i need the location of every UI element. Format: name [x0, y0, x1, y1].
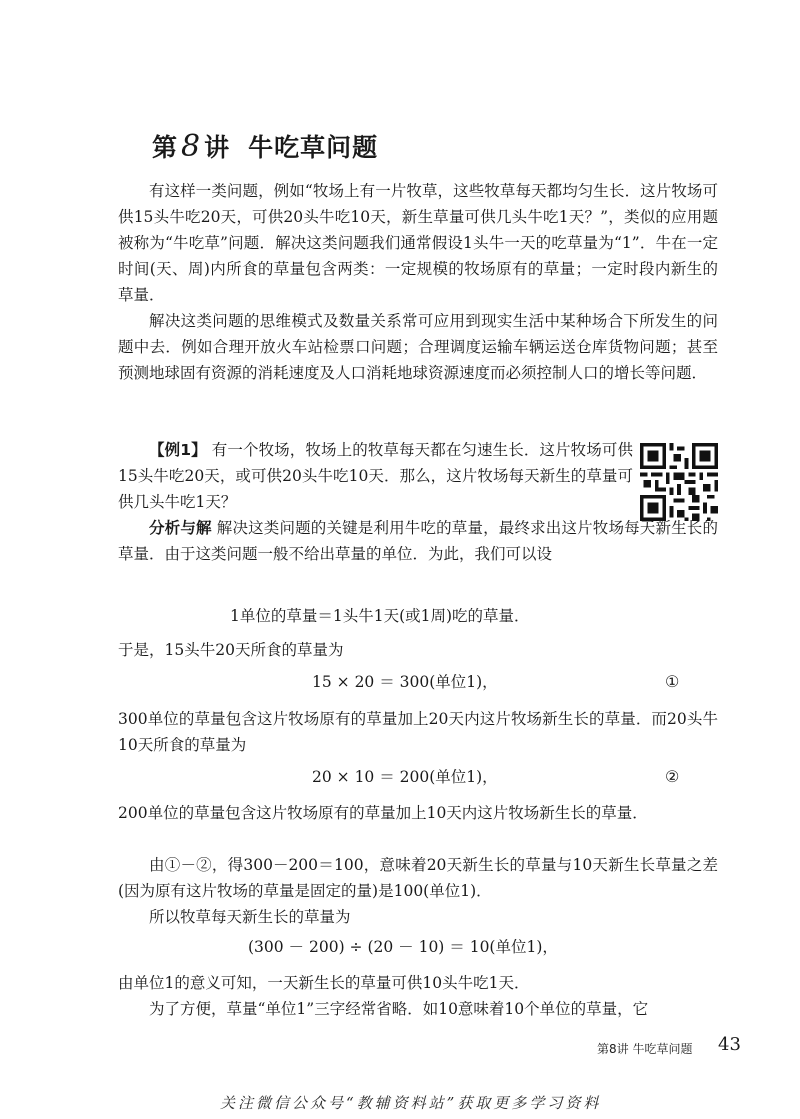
analysis-text-5: 由①－②，得300－200＝100，意味着20天新生长的草量与10天新生长草量之差(因为原有这片牧场的草量是固定的量)是100(单位1)． [118, 856, 718, 900]
definition-line: 1单位的草量＝1头牛1天(或1周)吃的草量． [230, 607, 530, 625]
intro-paragraph-1: 有这样一类问题，例如“牧场上有一片牧草，这些牧草每天都均匀生长．这片牧场可供15头牛吃20天，可供20头牛吃10天，新生草量可供几头牛吃1天？”，类似的应用题被称为“牛吃草”问题．解决这类问题我们通常假设1头牛一天的吃草量为“1”．牛在一定时间(天、周)内所食的草量包含两类：一定规模的牧场原有的草量；一定时段内新生的草量． [118, 182, 718, 304]
analysis-line-2: 于是，15头牛20天所食的草量为 [118, 641, 344, 659]
watermark-text: 关注微信公众号“教辅资料站”获取更多学习资料 [220, 1094, 602, 1112]
equation-2-number: ② [665, 767, 680, 786]
lecture-number: 8 [181, 129, 202, 164]
equation-1: 15 × 20 ＝ 300(单位1)， [312, 673, 498, 691]
example-label: 【例1】 [149, 441, 207, 459]
equation-1-number: ① [665, 672, 680, 691]
example-paragraph [118, 437, 633, 515]
analysis-text-1: 解决这类问题的关键是利用牛吃的草量，最终求出这片牧场每天新生长的草量．由于这类问题一般不给出草量的单位．为此，我们可以设 [118, 519, 718, 563]
equation-3: (300 － 200) ÷ (20 － 10) ＝ 10(单位1)， [248, 938, 558, 956]
equation-2: 20 × 10 ＝ 200(单位1)， [312, 768, 498, 786]
lecture-prefix: 第 [152, 133, 179, 162]
lecture-title [152, 128, 378, 164]
analysis-text-7: 由单位1的意义可知，一天新生长的草量可供10头牛吃1天． [118, 974, 530, 992]
qr-code-image [640, 443, 718, 521]
analysis-text-6: 所以牧草每天新生长的草量为 [149, 908, 351, 926]
example-question: 有一个牧场，牧场上的牧草每天都在匀速生长．这片牧场可供15头牛吃20天，或可供20头牛吃10天．那么，这片牧场每天新生的草量可供几头牛吃1天？ [118, 441, 633, 511]
analysis-text-3: 300单位的草量包含这片牧场原有的草量加上20天内这片牧场新生长的草量．而20头牛10天所食的草量为 [118, 710, 718, 754]
analysis-text-4: 200单位的草量包含这片牧场原有的草量加上10天内这片牧场新生长的草量． [118, 804, 648, 822]
intro-paragraph-2: 解决这类问题的思维模式及数量关系常可应用到现实生活中某种场合下所发生的问题中去．例如合理开放火车站检票口问题；合理调度运输车辆运送仓库货物问题；甚至预测地球固有资源的消耗速度及人口消耗地球资源速度而必须控制人口的增长等问题． [118, 312, 718, 382]
page-number: 43 [718, 1034, 741, 1055]
analysis-paragraph [118, 515, 718, 567]
running-head: 第8讲 牛吃草问题 [597, 1042, 693, 1056]
analysis-label: 分析与解 [149, 519, 212, 537]
lecture-suffix: 讲 [204, 133, 231, 162]
lecture-topic: 牛吃草问题 [248, 133, 379, 162]
analysis-text-8: 为了方便，草量“单位1”三字经常省略．如10意味着10个单位的草量，它 [149, 1000, 649, 1018]
